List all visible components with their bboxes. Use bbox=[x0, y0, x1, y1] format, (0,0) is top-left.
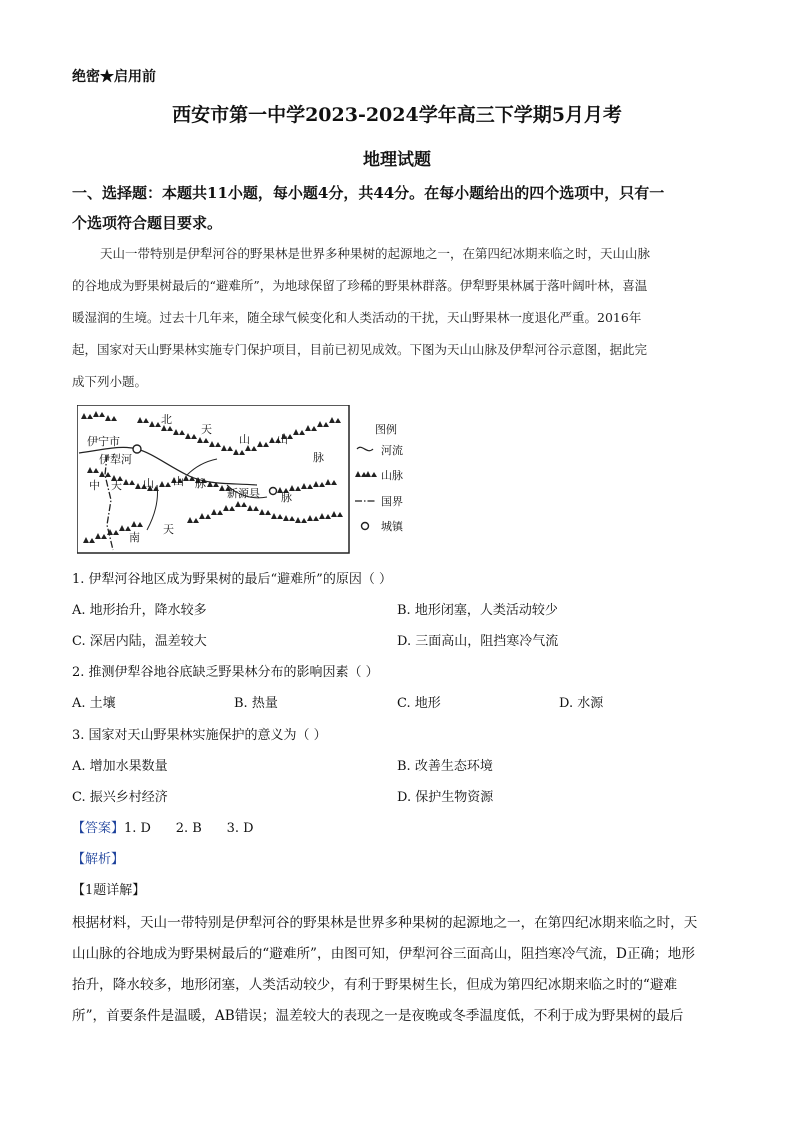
map-label-char: 中 bbox=[89, 479, 100, 492]
legend-title: 图例 bbox=[375, 423, 397, 436]
passage-line: 的谷地成为野果树最后的“避难所”，为地球保留了珍稀的野果林群落。伊犁野果林属于落叶阔叶林，喜温 bbox=[72, 278, 648, 293]
yining-town-marker bbox=[133, 445, 141, 453]
analysis-detail-label: 【1题详解】 bbox=[72, 883, 146, 898]
legend-river: 河流 bbox=[381, 444, 403, 457]
passage-line: 暖湿润的生境。过去十几年来，随全球气候变化和人类活动的干扰，天山野果林一度退化严重。2016年 bbox=[72, 310, 642, 325]
map-label-char: 山 bbox=[173, 475, 184, 488]
passage-line: 起，国家对天山野果林实施专门保护项目，目前已初见成效。下图为天山山脉及伊犁河谷示意图，据此完 bbox=[72, 342, 648, 357]
map-label-yining: 伊宁市 bbox=[87, 435, 120, 448]
analysis-line: 抬升，降水较多，地形闭塞，人类活动较少，有利于野果树生长，但成为第四纪冰期来临之时的“避难 bbox=[72, 977, 678, 993]
analysis-line: 根据材料，天山一带特别是伊犁河谷的野果林是世界多种果树的起源地之一，在第四纪冰期来临之时，天 bbox=[72, 915, 698, 931]
map-label-yili-river: 伊犁河 bbox=[99, 453, 132, 466]
map-label-char: 脉 bbox=[313, 451, 324, 464]
map-label-char: 脉 bbox=[281, 491, 292, 504]
confidential-label: 绝密★启用前 bbox=[72, 69, 156, 85]
question-1-option-d: D. 三面高山，阻挡寒冷气流 bbox=[397, 634, 559, 649]
map-label-char: 脉 bbox=[195, 477, 206, 490]
passage-line: 天山一带特别是伊犁河谷的野果林是世界多种果树的起源地之一，在第四纪冰期来临之时，天山山脉 bbox=[100, 246, 651, 261]
analysis-line: 山山脉的谷地成为野果树最后的“避难所”，由图可知，伊犁河谷三面高山，阻挡寒冷气流，D正确；地形 bbox=[72, 946, 695, 962]
section-heading-line1: 一、选择题：本题共11小题，每小题4分，共44分。在每小题给出的四个选项中，只有一 bbox=[72, 184, 665, 202]
passage-line: 成下列小题。 bbox=[72, 374, 148, 389]
map-label-char: 山 bbox=[277, 433, 288, 446]
analysis-label: 【解析】 bbox=[72, 852, 125, 867]
answer-line bbox=[72, 817, 254, 836]
question-2-option-d: D. 水源 bbox=[559, 696, 604, 711]
question-2-option-a: A. 土壤 bbox=[72, 696, 116, 711]
question-3-option-d: D. 保护生物资源 bbox=[397, 790, 494, 805]
exam-subtitle: 地理试题 bbox=[363, 150, 431, 170]
answer-label: 【答案】 bbox=[72, 821, 125, 836]
answer-values: 1. D 2. B 3. D bbox=[124, 821, 254, 836]
legend-border: 国界 bbox=[381, 495, 403, 508]
question-3-stem: 3. 国家对天山野果林实施保护的意义为（ ） bbox=[72, 728, 327, 743]
question-3-option-a: A. 增加水果数量 bbox=[72, 759, 168, 774]
section-heading-line2: 个选项符合题目要求。 bbox=[72, 214, 223, 232]
question-2-stem: 2. 推测伊犁谷地谷底缺乏野果林分布的影响因素（ ） bbox=[72, 665, 379, 680]
map-label-char: 山 bbox=[143, 477, 154, 490]
exam-title: 西安市第一中学2023-2024学年高三下学期5月月考 bbox=[172, 104, 622, 126]
question-1-option-c: C. 深居内陆，温差较大 bbox=[72, 634, 207, 649]
map-label-xinyuan: 新源县 bbox=[227, 487, 260, 500]
question-2-option-c: C. 地形 bbox=[397, 696, 441, 711]
legend-mountain-symbol bbox=[355, 471, 377, 477]
map-label-char: 天 bbox=[163, 523, 174, 536]
analysis-line: 所”，首要条件是温暖，AB错误；温差较大的表现之一是夜晚或冬季温度低，不利于成为野果树的最后 bbox=[72, 1008, 684, 1024]
xinyuan-town-marker bbox=[270, 488, 277, 495]
question-3-option-c: C. 振兴乡村经济 bbox=[72, 790, 168, 805]
map-label-char: 北 bbox=[161, 413, 172, 426]
map-label-char: 天 bbox=[201, 423, 212, 436]
legend-river-symbol bbox=[357, 447, 373, 450]
question-3-option-b: B. 改善生态环境 bbox=[397, 759, 493, 774]
legend-mountain: 山脉 bbox=[381, 469, 403, 482]
question-2-option-b: B. 热量 bbox=[234, 696, 278, 711]
legend-town: 城镇 bbox=[381, 520, 403, 533]
question-1-stem: 1. 伊犁河谷地区成为野果树的最后“避难所”的原因（ ） bbox=[72, 572, 392, 587]
question-1-option-b: B. 地形闭塞，人类活动较少 bbox=[397, 603, 558, 618]
question-1-option-a: A. 地形抬升，降水较多 bbox=[72, 603, 207, 618]
map-label-char: 天 bbox=[111, 479, 122, 492]
map-label-char: 南 bbox=[129, 531, 140, 544]
legend-town-symbol bbox=[362, 523, 369, 530]
tianshan-map bbox=[77, 405, 407, 555]
map-label-char: 山 bbox=[239, 433, 250, 446]
map-legend bbox=[355, 422, 404, 533]
